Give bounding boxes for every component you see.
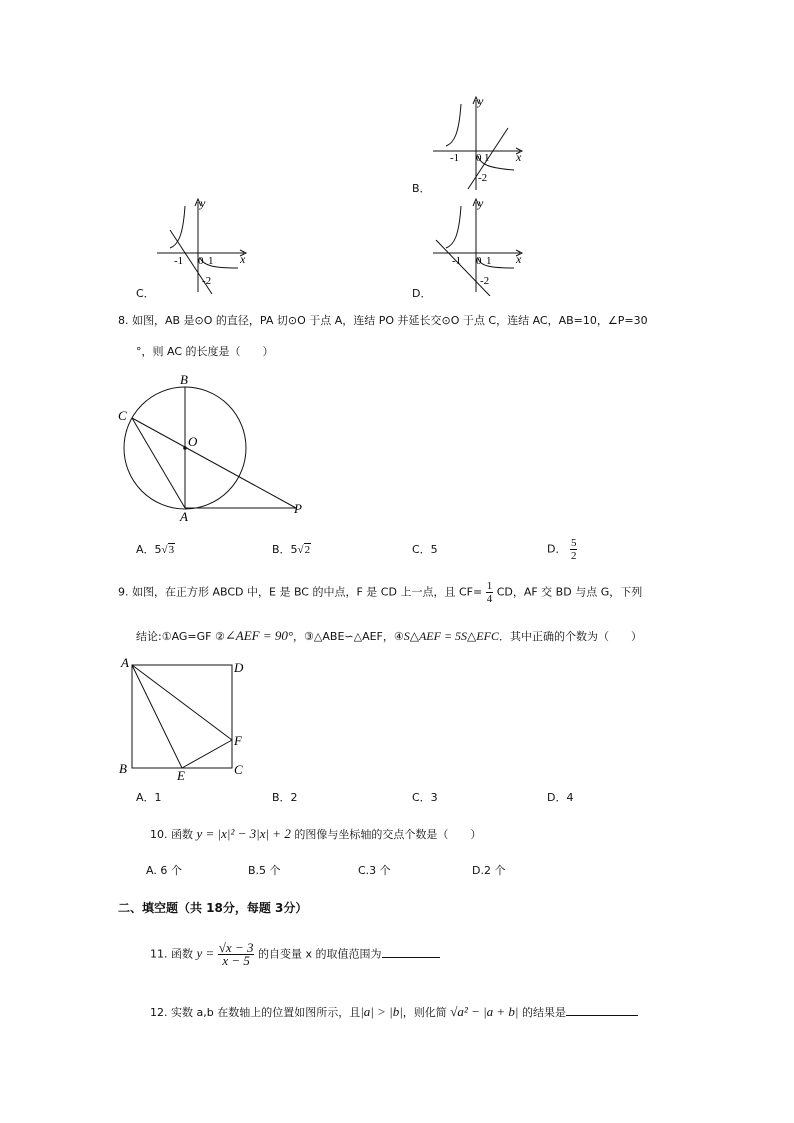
option-c-label: C． [136,287,155,300]
q8-option-d: D． $\frac{5}{2}$ [547,537,577,562]
graph-option-c [152,196,252,296]
tick-label: -1 [174,255,184,267]
axis-y-label: y [200,196,206,210]
answer-blank[interactable] [382,957,440,958]
segment-ae [132,665,182,768]
point-label-c: C [118,408,127,423]
point-label-p: P [294,501,302,516]
q10-formula: y = |x|² − 3|x| + 2 [196,826,291,841]
hyperbola-branch [200,258,238,268]
question-8-text-cont: °，则 AC 的长度是（ ） [136,345,274,358]
tick-label: -1 [450,152,460,164]
question-9-text: 9. 如图，在正方形 ABCD 中，E 是 BC 的中点，F 是 CD 上一点，且 CF= $\frac{1}{4}$ CD，AF 交 BD 与点 G，下列 [118,580,643,605]
point-label-e: E [177,768,185,782]
q8-option-a: A．5√3 [136,543,175,556]
question-12-text: 12. 实数 a,b 在数轴上的位置如图所示，且|a| > |b|，则化简 √a² − |a + b| 的结果是 [150,1005,638,1020]
q9-option-d: D．4 [547,791,574,804]
tick-label: 1 [208,255,214,267]
axis-x-label: x [240,252,246,266]
figure-square-abcd [116,656,256,782]
answer-blank[interactable] [566,1015,638,1016]
q11-fraction: $\frac{√x - 3}{x - 5}$ [218,940,254,968]
q10-option-c: C.3 个 [358,864,391,877]
option-b-label: B． [412,182,431,195]
q10-option-a: A. 6 个 [146,864,182,877]
axis-y-label: y [478,94,484,108]
question-8-text: 8. 如图，AB 是⊙O 的直径，PA 切⊙O 于点 A，连结 PO 并延长交⊙O 于点 C，连结 AC，AB=10，∠P=30 [118,314,648,327]
tick-label: -2 [478,172,488,184]
section-2-title: 二、填空题（共 18分，每题 3分） [118,901,308,915]
point-label-f: F [234,733,242,748]
q10-option-d: D.2 个 [472,864,506,877]
graph-option-b [428,94,528,194]
q9-option-c: C．3 [412,791,438,804]
center-point [183,446,187,450]
hyperbola-branch [446,206,461,248]
q8-option-c: C．5 [412,543,438,556]
tick-label: -1 [452,255,462,267]
axis-x-label: x [516,252,522,266]
hyperbola-branch [478,258,514,268]
axes [433,199,522,292]
question-10-text: 10. 函数 y = |x|² − 3|x| + 2 的图像与坐标轴的交点个数是（ ） [150,826,482,841]
point-label-c: C [234,762,243,777]
graph-option-d [428,196,528,296]
question-9-text-cont: 结论:①AG=GF ②∠AEF = 90°，③△ABE∽△AEF，④S△AEF = 5S△EFC．其中正确的个数为（ ） [136,628,642,643]
tick-label: 0 [476,255,482,267]
point-label-b: B [180,372,188,387]
q10-option-b: B.5 个 [248,864,281,877]
point-label-b: B [119,761,127,776]
q8-option-b: B．5√2 [272,543,311,556]
tick-label: 1 [484,152,490,164]
axis-x-label: x [516,150,522,164]
q9-option-b: B．2 [272,791,298,804]
point-label-a: A [121,656,129,670]
point-label-a: A [180,509,188,524]
figure-circle-tangent [112,372,312,524]
point-label-o: O [188,434,198,449]
tick-label: 0 [198,255,204,267]
linear-function-line [436,240,490,296]
segment-ef [182,740,232,768]
axis-y-label: y [478,196,484,210]
q9-option-a: A．1 [136,791,162,804]
tick-label: 1 [486,255,492,267]
point-label-d: D [234,660,244,675]
question-11-text: 11. 函数 y = $\frac{√x - 3}{x - 5}$ 的自变量 x 的取值范围为 [150,942,440,967]
segment-cp [132,418,296,508]
hyperbola-branch [446,104,461,146]
square [132,665,232,768]
option-d-label: D． [412,287,432,300]
segment-af [132,665,232,740]
tick-label: -2 [480,275,490,287]
tick-label: 0 [476,152,482,164]
chord-ac [132,418,185,508]
tick-label: -2 [202,275,212,287]
